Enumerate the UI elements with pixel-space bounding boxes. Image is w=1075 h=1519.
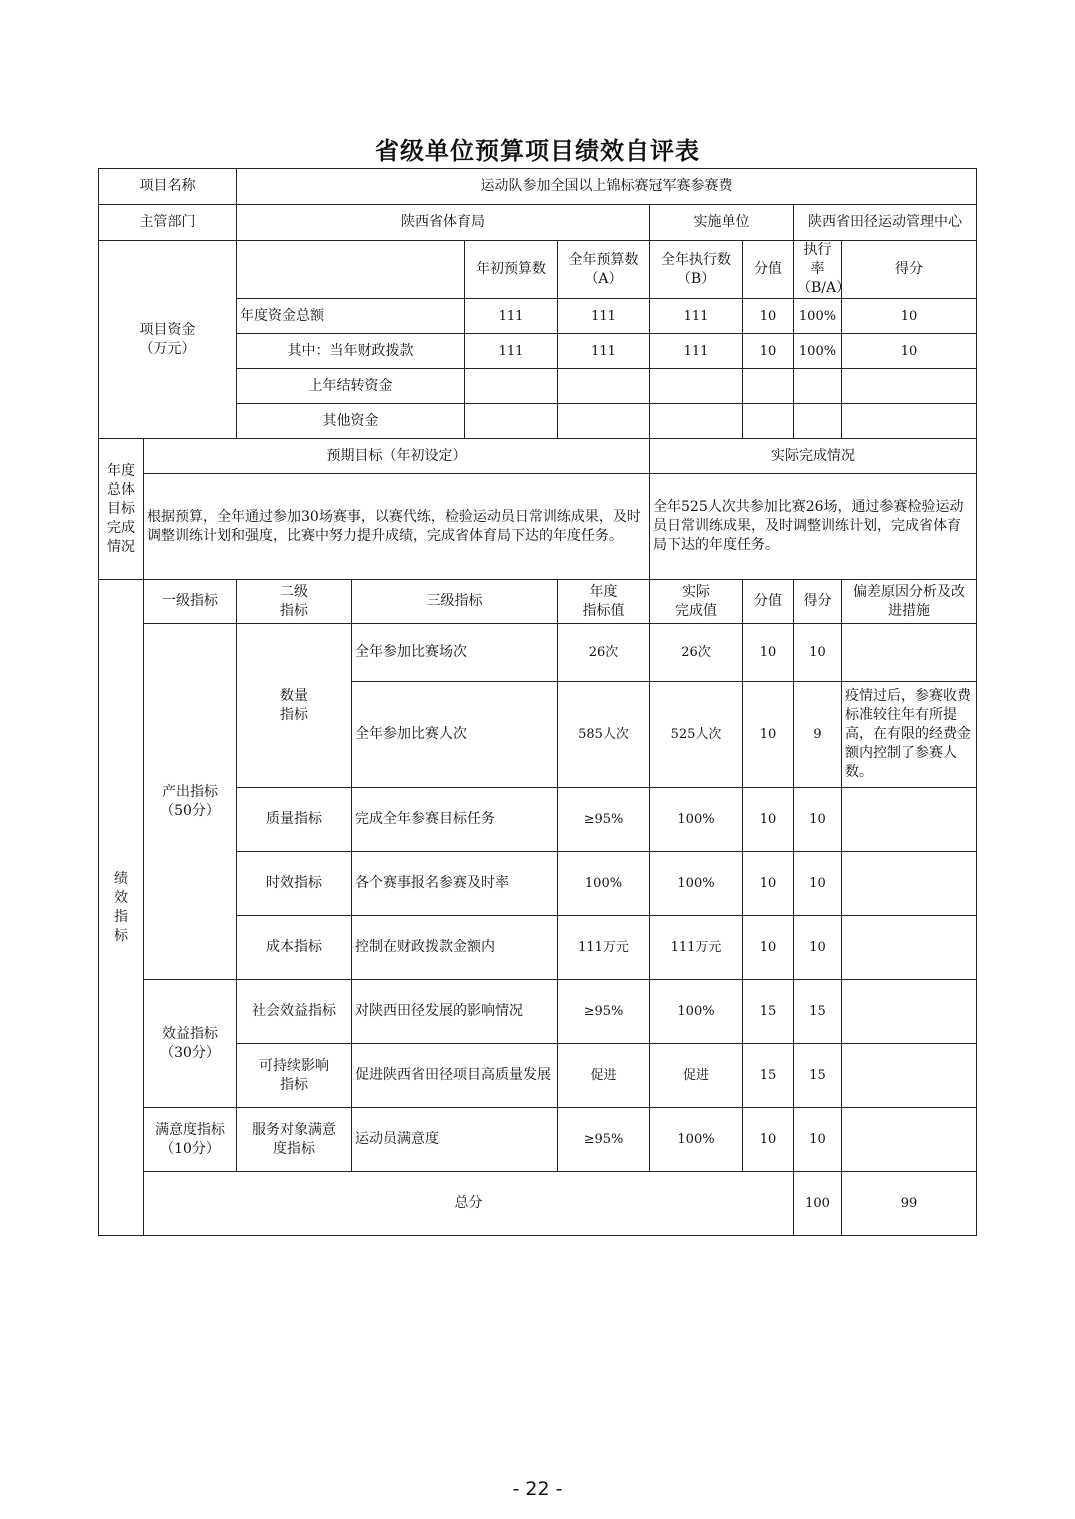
target-value: 100% (558, 852, 650, 916)
service-satisfaction-indicator: 服务对象满意 度指标 (237, 1108, 352, 1172)
score: 9 (794, 682, 842, 788)
deviation-note: 疫情过后，参赛收费标准较往年有所提高，在有限的经费金额内控制了参赛人数。 (842, 682, 977, 788)
level2-header: 二级 指标 (237, 580, 352, 624)
page-title: 省级单位预算项目绩效自评表 (375, 137, 700, 165)
social-benefit-indicator: 社会效益指标 (237, 980, 352, 1044)
actual-completion-text: 全年525人次共参加比赛26场，通过参赛检验运动员日常训练成果，及时调整训练计划，完成省体育局下达的年度任务。 (650, 474, 977, 580)
score-value: 10 (743, 682, 794, 788)
target-value: ≥95% (558, 1108, 650, 1172)
target-value: ≥95% (558, 980, 650, 1044)
quality-indicator: 质量指标 (237, 788, 352, 852)
indicator-row (99, 980, 977, 1044)
impl-unit-value: 陕西省田径运动管理中心 (794, 205, 977, 241)
actual-value: 525人次 (650, 682, 743, 788)
level3-name: 控制在财政拨款金额内 (352, 916, 558, 980)
value-header: 分值 (743, 580, 794, 624)
funds-cell (650, 369, 743, 404)
expected-goal-text: 根据预算，全年通过参加30场赛事，以赛代练，检验运动员日常训练成果，及时调整训练计划和强度，比赛中努力提升成绩，完成省体育局下达的年度任务。 (144, 474, 650, 580)
funds-cell: 111 (465, 334, 558, 369)
goals-text-row (99, 474, 977, 580)
funds-cell: 100% (794, 334, 842, 369)
deviation-note (842, 788, 977, 852)
benefit-indicator: 效益指标 （30分） (144, 980, 237, 1108)
funds-cell (558, 369, 650, 404)
indicators-label: 绩 效 指 标 (99, 580, 144, 1236)
indicator-row (99, 1108, 977, 1172)
funds-cell: 111 (465, 299, 558, 334)
score-value: 10 (743, 788, 794, 852)
funds-header-score-value: 分值 (743, 241, 794, 299)
funds-cell (743, 369, 794, 404)
sustainable-impact-indicator: 可持续影响 指标 (237, 1044, 352, 1108)
level3-name: 促进陕西省田径项目高质量发展 (352, 1044, 558, 1108)
level3-name: 各个赛事报名参赛及时率 (352, 852, 558, 916)
funds-header-rate: 执行率 （B/A） (794, 241, 842, 299)
funds-cell (558, 404, 650, 439)
funds-header-annual: 全年预算数 （A） (558, 241, 650, 299)
level3-name: 全年参加比赛人次 (352, 682, 558, 788)
funds-row-name: 其他资金 (237, 404, 465, 439)
target-value: 585人次 (558, 682, 650, 788)
department-row (99, 205, 977, 241)
funds-cell: 10 (842, 299, 977, 334)
target-value: ≥95% (558, 788, 650, 852)
cost-indicator: 成本指标 (237, 916, 352, 980)
level3-header: 三级指标 (352, 580, 558, 624)
funds-header-row (99, 241, 977, 299)
score: 15 (794, 980, 842, 1044)
score: 15 (794, 1044, 842, 1108)
target-value: 26次 (558, 624, 650, 682)
target-value: 111万元 (558, 916, 650, 980)
project-name-label: 项目名称 (99, 169, 237, 205)
level3-name: 对陕西田径发展的影响情况 (352, 980, 558, 1044)
goals-label: 年度 总体 目标 完成 情况 (99, 439, 144, 580)
funds-cell (465, 369, 558, 404)
funds-cell: 10 (842, 334, 977, 369)
dept-value: 陕西省体育局 (237, 205, 650, 241)
funds-cell (465, 404, 558, 439)
score-value: 10 (743, 1108, 794, 1172)
level1-header: 一级指标 (144, 580, 237, 624)
goals-header-row (99, 439, 977, 474)
satisfaction-indicator: 满意度指标 （10分） (144, 1108, 237, 1172)
score-value: 10 (743, 624, 794, 682)
dept-label: 主管部门 (99, 205, 237, 241)
total-value: 100 (794, 1172, 842, 1236)
total-row (99, 1172, 977, 1236)
funds-cell (794, 404, 842, 439)
funds-cell (842, 369, 977, 404)
actual-value: 100% (650, 852, 743, 916)
actual-value: 26次 (650, 624, 743, 682)
score: 10 (794, 624, 842, 682)
deviation-note (842, 1044, 977, 1108)
actual-value: 促进 (650, 1044, 743, 1108)
actual-value: 111万元 (650, 916, 743, 980)
funds-row-name: 上年结转资金 (237, 369, 465, 404)
deviation-note (842, 916, 977, 980)
level3-name: 运动员满意度 (352, 1108, 558, 1172)
funds-cell: 10 (743, 334, 794, 369)
funds-row-name: 年度资金总额 (237, 299, 465, 334)
funds-header-blank (237, 241, 465, 299)
deviation-note (842, 980, 977, 1044)
project-name-value: 运动队参加全国以上锦标赛冠军赛参赛费 (237, 169, 977, 205)
target-value: 促进 (558, 1044, 650, 1108)
deviation-note (842, 1108, 977, 1172)
score-value: 15 (743, 1044, 794, 1108)
expected-goal-header: 预期目标（年初设定） (144, 439, 650, 474)
actual-header: 实际 完成值 (650, 580, 743, 624)
score: 10 (794, 852, 842, 916)
output-indicator: 产出指标 （50分） (144, 624, 237, 980)
deviation-note (842, 852, 977, 916)
score-value: 10 (743, 852, 794, 916)
funds-cell (842, 404, 977, 439)
actual-value: 100% (650, 980, 743, 1044)
funds-row-name: 其中：当年财政拨款 (237, 334, 465, 369)
funds-cell: 10 (743, 299, 794, 334)
funds-header-initial: 年初预算数 (465, 241, 558, 299)
funds-header-exec: 全年执行数 （B） (650, 241, 743, 299)
actual-value: 100% (650, 1108, 743, 1172)
indicators-header-row (99, 580, 977, 624)
score-value: 10 (743, 916, 794, 980)
actual-value: 100% (650, 788, 743, 852)
impl-unit-label: 实施单位 (650, 205, 794, 241)
funds-label: 项目资金 （万元） (99, 241, 237, 439)
quantity-indicator: 数量 指标 (237, 624, 352, 788)
deviation-header: 偏差原因分析及改 进措施 (842, 580, 977, 624)
total-label: 总分 (144, 1172, 794, 1236)
target-header: 年度 指标值 (558, 580, 650, 624)
funds-cell: 111 (558, 299, 650, 334)
indicator-row (99, 624, 977, 682)
page-number: - 22 - (512, 1478, 563, 1500)
funds-cell (650, 404, 743, 439)
level3-name: 全年参加比赛场次 (352, 624, 558, 682)
deviation-note (842, 624, 977, 682)
funds-cell (794, 369, 842, 404)
project-name-row (99, 169, 977, 205)
funds-cell: 111 (650, 299, 743, 334)
funds-cell: 111 (650, 334, 743, 369)
total-score: 99 (842, 1172, 977, 1236)
performance-evaluation-table (98, 168, 977, 1236)
funds-cell (743, 404, 794, 439)
funds-header-score: 得分 (842, 241, 977, 299)
score: 10 (794, 1108, 842, 1172)
level3-name: 完成全年参赛目标任务 (352, 788, 558, 852)
score: 10 (794, 788, 842, 852)
score-value: 15 (743, 980, 794, 1044)
actual-completion-header: 实际完成情况 (650, 439, 977, 474)
timeliness-indicator: 时效指标 (237, 852, 352, 916)
score-header: 得分 (794, 580, 842, 624)
score: 10 (794, 916, 842, 980)
funds-cell: 100% (794, 299, 842, 334)
funds-cell: 111 (558, 334, 650, 369)
